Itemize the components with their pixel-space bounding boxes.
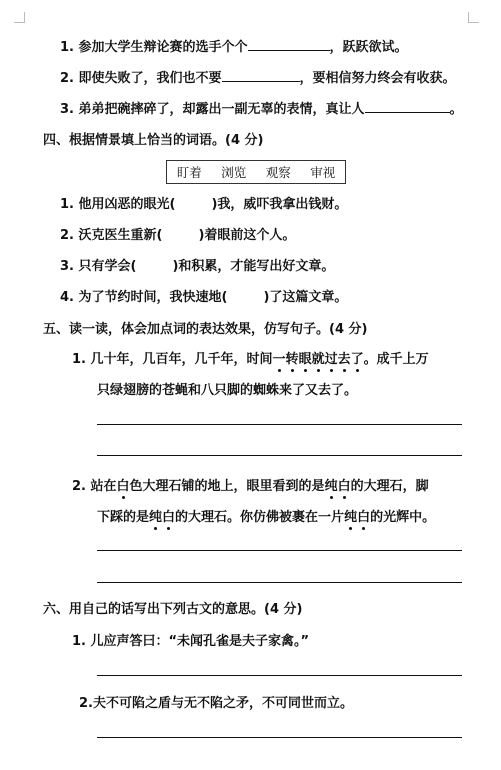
word-bank-word-4: 审视 [310,165,336,180]
emphasis-char: 了 [351,348,364,367]
emphasis-char: 白 [357,506,370,525]
s3-item-2-text-before: 即使失败了，我们也不要 [78,71,222,86]
s4-item-2: 2. 沃克医生重新( )着眼前这个人。 [60,228,296,243]
s3-item-1-text-after: ，跃跃欲试。 [329,40,408,55]
s3-item-3: 3. 弟弟把碗摔碎了，却露出一副无辜的表情，真让人 。 [60,102,463,117]
emphasis-char: 纯 [344,506,357,525]
s3-item-2: 2. 即使失败了，我们也不要 ，要相信努力终会有收获。 [60,71,456,86]
word-bank-word-3: 观察 [265,165,291,180]
s5-q1-line-1: 1. 几十年，几百年，几千年，时间一转眼就过去了。成千上万 [72,348,429,367]
s5-q1-answer-line-1[interactable] [97,424,462,425]
s5-q2-line-1: 2. 站在白色大理石铺的地上，眼里看到的是纯白的大理石，脚 [72,475,429,494]
s4-item-3: 3. 只有学会( )和积累，才能写出好文章。 [60,259,335,274]
s5-q2-line-2: 下踩的是纯白的大理石。你仿佛被裹在一片纯白的光辉中。 [97,506,435,525]
emphasis-char: 纯 [149,506,162,525]
word-bank-box [166,160,346,184]
section-4-heading: 四、根据情景填上恰当的词语。(4 分) [43,133,264,148]
s3-item-1: 1. 参加大学生辩论赛的选手个个 ，跃跃欲试。 [60,40,408,55]
section-5-heading: 五、读一读，体会加点词的表达效果，仿写句子。(4 分) [43,322,368,337]
s4-item-1: 1. 他用凶恶的眼光( )我，威吓我拿出钱财。 [60,197,348,212]
s4-item-4: 4. 为了节约时间，我快速地( )了这篇文章。 [60,290,348,305]
emphasis-char: 去 [338,348,351,367]
word-bank-word-2: 浏览 [221,165,247,180]
crop-mark-top-right [468,12,479,23]
s6-q1: 1. 儿应声答曰：“未闻孔雀是夫子家禽。” [72,634,310,649]
s5-q1-answer-line-2[interactable] [97,455,462,456]
s3-item-1-text-before: 参加大学生辩论赛的选手个个 [78,40,248,55]
emphasis-char: 眼 [299,348,312,367]
section-6-heading: 六、用自己的话写出下列古文的意思。(4 分) [43,602,303,617]
s6-q2-answer-line[interactable] [97,737,462,738]
s3-item-3-text-after: 。 [449,102,463,117]
emphasis-char: 转 [286,348,299,367]
emphasis-char: 纯 [325,475,338,494]
word-bank-word-1: 盯着 [176,165,202,180]
emphasis-char: 过 [325,348,338,367]
s5-q1-line-2: 只绿翅膀的苍蝇和八只脚的蜘蛛来了又去了。 [97,383,358,398]
s5-q2-answer-line-1[interactable] [97,550,462,551]
s3-item-3-blank[interactable] [365,111,450,113]
s3-item-2-text-after: ，要相信努力终会有收获。 [299,71,456,86]
s3-item-1-blank[interactable] [248,49,330,51]
s3-item-2-blank[interactable] [222,80,300,82]
crop-mark-top-left [14,12,25,23]
s6-q1-answer-line[interactable] [97,675,462,676]
emphasis-char: 白 [338,475,351,494]
emphasis-char: 白 [162,506,175,525]
s3-item-3-text-before: 弟弟把碗摔碎了，却露出一副无辜的表情，真让人 [78,102,365,117]
emphasis-char: 白 [117,475,130,494]
emphasis-char: 就 [312,348,325,367]
emphasis-char: 一 [273,348,286,367]
s6-q2: 2.夫不可陷之盾与无不陷之矛，不可同世而立。 [79,696,353,711]
s5-q2-answer-line-2[interactable] [97,582,462,583]
